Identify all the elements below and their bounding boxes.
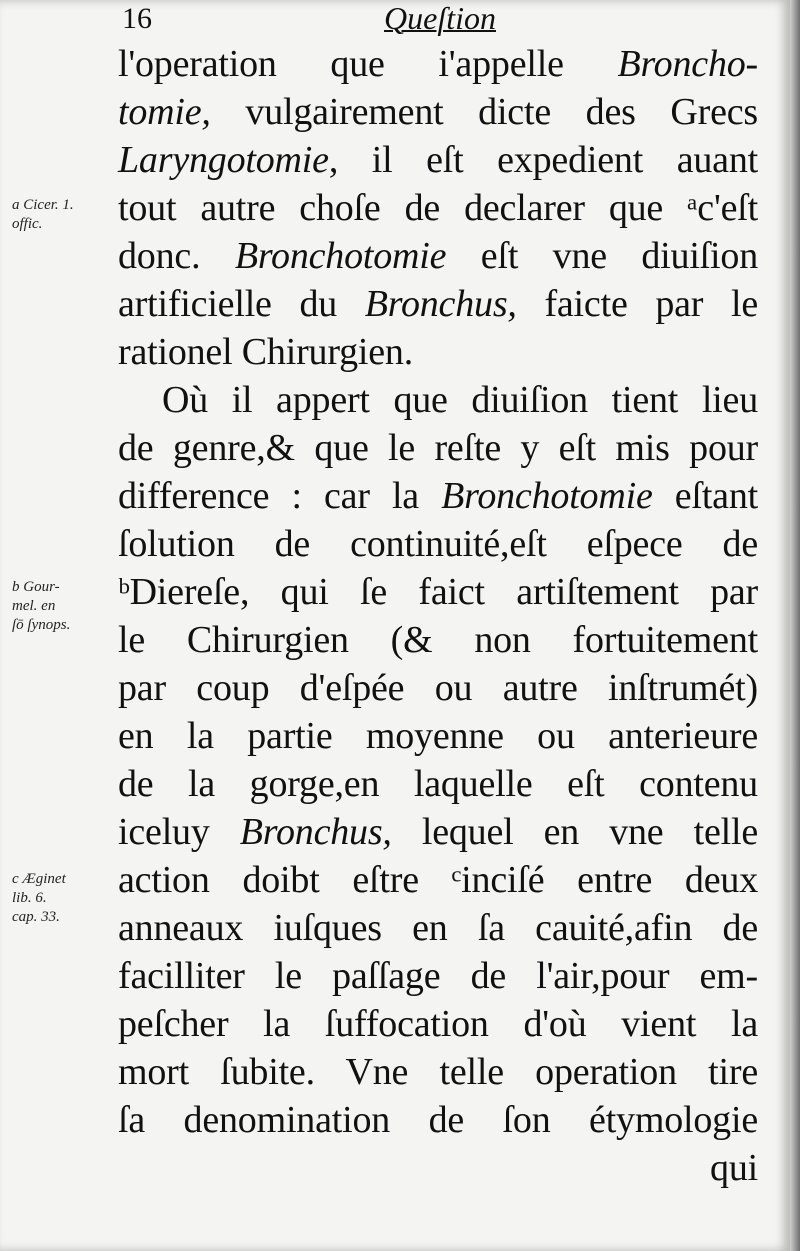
text-segment: iceluy [118,811,240,853]
page-header [0,0,790,40]
italic-term: Bronchus, [364,283,517,325]
italic-term: tomie, [118,91,211,133]
text-line [118,568,758,616]
text-segment: facilliter le paſſage de l'air,pour em- [118,955,758,997]
text-segment: ſolution de continuité,eſt eſpece de [118,523,758,565]
text-segment: ᵇDiereſe, qui ſe faict artiſtement par [118,571,758,613]
text-segment: eſtant [652,475,758,517]
text-segment: vulgairement dicte des Grecs [210,91,758,133]
text-line [118,136,758,184]
text-segment: tout autre choſe de declarer que ᵃc'eſt [118,187,758,229]
body-text [118,40,758,1192]
text-segment: ſa denomination de ſon étymologie [118,1099,758,1141]
text-segment: donc. [118,235,235,277]
text-segment: qui [710,1147,758,1189]
text-segment: faicte par le [516,283,758,325]
italic-term: Bronchotomie [234,235,447,277]
text-line [118,1144,758,1192]
text-segment: de la gorge,en laquelle eſt contenu [118,763,758,805]
text-line [118,664,758,712]
text-line [118,424,758,472]
text-line [118,856,758,904]
margin-note-a [12,196,122,234]
text-segment: Où il appert que diuiſion tient lieu [162,379,758,421]
italic-term: Bronchus, [239,811,392,853]
text-line [118,328,758,376]
text-line [118,808,758,856]
text-line [118,904,758,952]
text-line [118,1048,758,1096]
margin-note-line: ſō ſynops. [12,617,71,633]
margin-note-c [12,870,122,927]
running-head: Queſtion [384,0,496,36]
page-number: 16 [122,2,152,35]
italic-term: Bronchotomie [441,475,653,517]
text-line [118,1096,758,1144]
text-segment: peſcher la ſuffocation d'où vient la [118,1003,758,1045]
text-line [118,952,758,1000]
margin-note-line: offic. [12,216,43,232]
margin-note-b [12,578,122,635]
text-line [118,616,758,664]
text-segment: par coup d'eſpée ou autre inſtrumét) [118,667,758,709]
text-segment: difference : car la [118,475,442,517]
italic-term: Broncho- [617,43,758,85]
text-segment: artificielle du [118,283,365,325]
text-segment: lequel en vne telle [391,811,758,853]
text-segment: eſt vne diuiſion [446,235,758,277]
text-line [118,376,758,424]
text-line [118,232,758,280]
text-segment: rationel Chirurgien. [118,331,414,373]
text-segment: l'operation que i'appelle [118,43,618,85]
text-line [118,88,758,136]
text-segment: mort ſubite. Vne telle operation tire [118,1051,758,1093]
text-line [118,472,758,520]
page-edge-shadow [790,0,800,1251]
text-line [118,40,758,88]
text-segment: de genre,& que le reſte y eſt mis pour [118,427,758,469]
margin-note-line: c Æginet [12,871,66,887]
margin-note-line: cap. 33. [12,909,60,925]
text-segment: anneaux iuſques en ſa cauité,afin de [118,907,758,949]
margin-note-line: lib. 6. [12,890,47,906]
text-segment: en la partie moyenne ou anterieure [118,715,758,757]
margin-note-line: a Cicer. 1. [12,197,74,213]
text-line [118,1000,758,1048]
text-line [118,520,758,568]
text-segment: le Chirurgien (& non fortuitement [118,619,758,661]
text-line [118,760,758,808]
margin-note-line: b Gour- [12,579,60,595]
italic-term: Laryngotomie [118,139,329,181]
text-line [118,712,758,760]
text-line [118,280,758,328]
text-line [118,184,758,232]
text-segment: action doibt eſtre ᶜinciſé entre deux [118,859,758,901]
text-segment: , il eſt expedient auant [328,139,758,181]
margin-note-line: mel. en [12,598,56,614]
